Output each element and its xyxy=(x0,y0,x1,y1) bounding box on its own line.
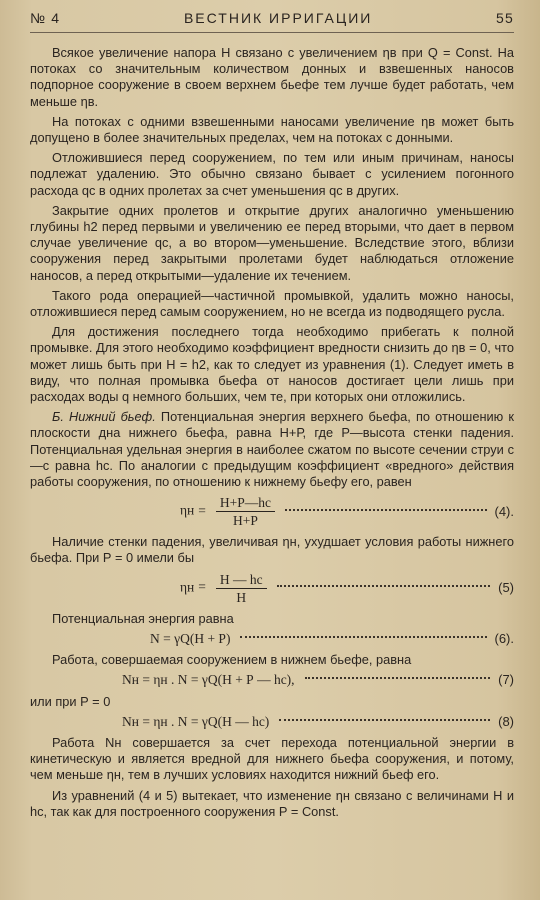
formula-fraction xyxy=(216,494,275,529)
running-header xyxy=(30,10,514,33)
formula-5: ηн = $\frac{Н — hс}{Н}$ (5) xyxy=(180,571,514,605)
equation-number: (5) xyxy=(498,580,514,596)
equation-number: (6). xyxy=(494,630,514,646)
formula-7 xyxy=(30,672,514,688)
section-heading: Б. Нижний бьеф. xyxy=(52,409,156,425)
leader-dots xyxy=(277,585,490,587)
denominator: Н xyxy=(236,589,247,605)
paragraph: Наличие стенки падения, увеличивая ηн, ухудшает условия работы нижнего бьефа. При Р = 0 имели бы xyxy=(30,534,514,566)
paragraph: Закрытие одних пролетов и открытие других аналогично уменьшению глубины h2 перед первыми и увеличению ее перед вторыми, что дает в первом случае увеличение qс, а во втором—уменьшение. Вследствие этого, вблизи сооружения перед закрытыми пролетами будет наблюдаться отложение наносов, а перед открытыми—удаление их течением. xyxy=(30,202,514,283)
numerator: Н+Р—hс xyxy=(216,494,275,512)
paragraph: Работа Nн совершается за счет перехода потенциальной энергии в кинетическую и является вредной для нижнего бьефа сооружения, и потому, чем меньше ηн, тем в лучших условиях находится нижний бьеф его. xyxy=(30,734,514,783)
leader-dots xyxy=(240,636,486,638)
formula-text: Nн = ηн . N = γQ(Н + Р — hс), xyxy=(122,672,295,688)
formula-6 xyxy=(30,631,514,647)
leader-dots xyxy=(279,719,490,721)
article-body xyxy=(30,45,514,820)
paragraph: Такого рода операцией—частичной промывкой, удалить можно наносы, отложившиеся перед самым сооружением, но не всегда из подводящего русла. xyxy=(30,287,514,320)
issue-number: № 4 xyxy=(30,10,61,26)
paragraph-text: Потенциальная энергия верхнего бьефа, по отношению к плоскости дна нижнего бьефа, равна Н+Р, где Р—высота стенки падения. Потенциальная удельная энергия в наиболее сжатом по высоте сечении струи с—с равна hс. По аналогии с предыдущим коэффициент «вредного» действия работы сооружения, по отношению к нижнему бьефу его, равен xyxy=(30,409,514,490)
paragraph: Работа, совершаемая сооружением в нижнем бьефе, равна xyxy=(52,652,412,668)
paragraph: Всякое увеличение напора Н связано с увеличением ηв при Q = Const. На потоках со значительным количеством донных и взвешенных наносов подпорное сооружение в своем верхнем бьефе тем лучше будет работать, чем меньше ηв. xyxy=(30,45,514,109)
formula-4: ηн = $\frac{Н+Р—hс}{Н+Р}$ (4). xyxy=(180,495,514,529)
formula-fraction xyxy=(216,571,267,606)
formula-text: N = γQ(Н + Р) xyxy=(150,630,231,646)
page-number: 55 xyxy=(496,10,514,26)
formula-lhs: ηн xyxy=(180,579,195,595)
denominator: Н+Р xyxy=(233,513,258,529)
paragraph: На потоках с одними взвешенными наносами увеличение ηв может быть допущено в более значительных пределах, чем на потоках с донными. xyxy=(30,113,514,146)
leader-dots xyxy=(285,509,486,511)
paragraph: или при Р = 0 xyxy=(30,693,111,709)
leader-dots xyxy=(305,677,491,679)
formula-8 xyxy=(30,714,514,730)
paragraph: Для достижения последнего тогда необходимо прибегать к полной промывке. Для этого необходимо коэффициент вредности снизить до ηв = 0, что может лишь быть при Н = h2, как то следует из уравнения (1). Следует иметь в виду, что полная промывка бьефа от наносов достигает цели лишь при расходах воды q немного больших, чем те, при которых они отложились. xyxy=(30,324,514,405)
equation-number: (7) xyxy=(498,672,514,688)
journal-title: ВЕСТНИК ИРРИГАЦИИ xyxy=(183,10,373,26)
equation-number: (4). xyxy=(494,503,514,519)
paragraph: Из уравнений (4 и 5) вытекает, что изменение ηн связано с величинами Н и hс, так как для построенного сооружения Р = Const. xyxy=(30,787,514,819)
numerator: Н — hс xyxy=(216,571,267,589)
formula-lhs: ηн xyxy=(180,502,195,518)
equation-number: (8) xyxy=(498,713,514,729)
paragraph: Отложившиеся перед сооружением, по тем или иным причинам, наносы подлежат удалению. Это обычно связано бывает с усилением погонного расхода qс в одних пролетах за счет уменьшения qс в других. xyxy=(30,150,514,198)
paragraph: Потенциальная энергия равна xyxy=(52,610,234,626)
formula-text: Nн = ηн . N = γQ(Н — hс) xyxy=(122,713,270,729)
section-paragraph xyxy=(30,409,514,490)
